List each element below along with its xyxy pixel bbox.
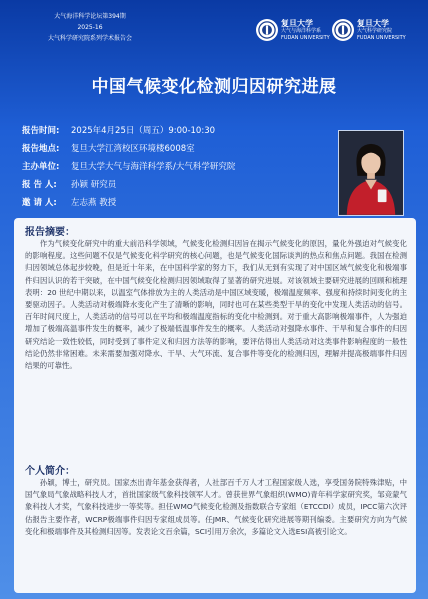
info-label: 报 告 人: [22,180,57,190]
logo-english: FUDAN UNIVERSITY [357,35,406,41]
forum-series: 大气科学研究院系列学术报告会 [47,35,132,42]
abstract-text: 作为气候变化研究中的重大前沿科学领域，气候变化检测归因旨在揭示气候变化的原因，量化外强迫对气候变化的影响程度。这些问题不仅是气候变化科学研究的核心问题，也是气候变化国际谈判的热点和焦点问题。我国在检测归因领域总体起步较晚，但是近十年来，在中国科学家的努力下，我们从无到有实现了对中国区域气候变化和极端事件归因认识的若干突破，在中国气候变化检测归因领域取得了显著的研究进展。对该领域主要研究进展的回顾和梳理表明：20 世纪中期以来，以温室气体排放为主的人类活动是中国区域变暖，极端温度频率、强度和持续时间变化的主要驱动因子。人类活动对极端降水变化产生了清晰的影响，同时也可在某些类型干旱的变化中发现人类活动的信号。百年时间尺度上，人类活动的信号可以在平均和极端温度指标的变化中检测到。对于重大高影响极端事件，人为强迫增加了极端高温事件发生的概率，减少了极端低温事件发生的概率。人类活动对强降水事件、干旱和复合事件的归因研究结论一致性较低，同时受到了事件定义和归因方法等的影响，要评估得出人类活动对这类事件影响程度的一般性结论仍然非常困难。未来需要加强对降水、干旱、大气环流、复合事件等变化的检测归因，理解并提高极端事件归因结果的可靠性。 [25,239,407,371]
info-row-speaker [22,176,312,194]
logo-atmos-institute [332,18,406,42]
logo-atmos-ocean-dept [256,18,330,42]
info-label: 邀 请 人: [22,198,57,208]
info-row-inviter [22,194,312,212]
info-label: 报告时间: [22,126,60,136]
speaker-photo [338,130,404,216]
logo-name: 复旦大学 [357,18,389,28]
forum-number: 2025-16 [77,24,103,31]
speaker-portrait-icon [339,131,403,215]
info-value: 左志燕 教授 [71,198,117,208]
info-value: 复旦大学大气与海洋科学系/大气科学研究院 [71,162,236,172]
info-label: 报告地点: [22,144,60,154]
event-info [22,122,312,212]
info-value: 复旦大学江湾校区环境楼6008室 [71,144,195,154]
info-value: 2025年4月25日（周五）9:00-10:30 [71,126,216,136]
bio-text: 孙颖，博士，研究员。国家杰出青年基金获得者，人社部百千万人才工程国家级人选，享受国务院特殊津贴，中国气象局气象战略科技人才，首批国家级气象科技领军人才。曾获世界气象组织(WMO)青年科学家研究奖，邹竞蒙气象科技人才奖，气象科技进步一等奖等。担任WMO气候变化检测及指数联合专家组（ETCCDI）成员，IPCC第六次评估报告主要作者，WCRP极端事件归因专家组成员等。任JMR、气候变化研究进展等期刊编委。主要研究方向为气候变化和极端事件及其检测归因等。发表论文百余篇，SCI引用万余次，多篇论文入选ESI高被引论文。 [25,478,407,536]
abstract-heading: 报告摘要： [25,227,75,238]
info-row-time [22,122,312,140]
content-card [14,218,416,593]
logo-name: 复旦大学 [281,18,313,28]
info-value: 孙颖 研究员 [71,180,117,190]
info-row-host [22,158,312,176]
bio-heading: 个人简介： [25,466,75,477]
logo-dept: 大气与海洋科学系 [281,28,322,34]
logo-dept: 大气科学研究院 [357,28,393,34]
page-title: 中国气候变化检测归因研究进展 [91,77,337,97]
forum-issue: 大气海洋科学论坛第394期 [54,13,126,20]
info-row-location [22,140,312,158]
fudan-emblem-icon [256,19,278,41]
info-label: 主办单位: [22,162,60,172]
logo-english: FUDAN UNIVERSITY [281,35,330,41]
fudan-emblem-icon [332,19,354,41]
